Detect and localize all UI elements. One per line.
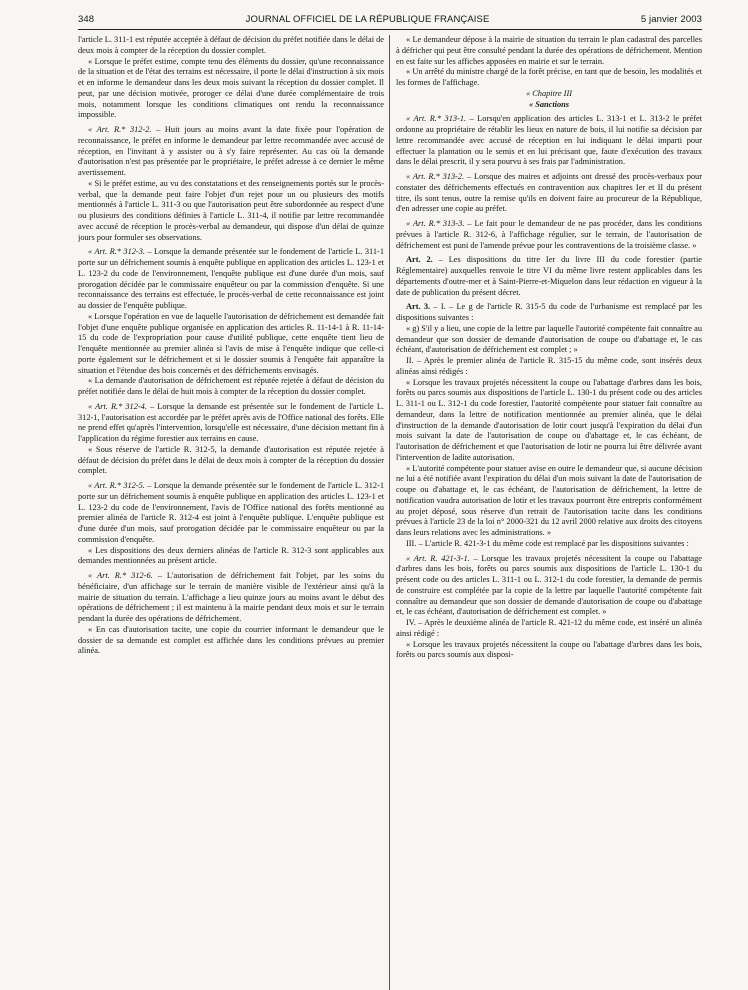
paragraph-text: « Lorsque les travaux projetés nécessitent la coupe ou l'abattage d'arbres dans les bois, forêts ou parcs soumis aux disposi- bbox=[396, 639, 702, 660]
paragraph-text: « La demande d'autorisation de défrichement est réputée rejetée à défaut de décision du préfet notifiée dans le délai de huit mois à compter de la réception du dossier complet. bbox=[78, 376, 384, 396]
article-reference: « Art. R.* 313-2. bbox=[406, 172, 465, 181]
paragraph bbox=[78, 247, 384, 312]
paragraph bbox=[396, 324, 702, 356]
paragraph bbox=[78, 546, 384, 568]
paragraph bbox=[396, 464, 702, 539]
article-reference: « Art. R. 421-3-1. bbox=[406, 553, 470, 563]
paragraph-text: « Sanctions bbox=[528, 99, 570, 109]
paragraph-text: « Lorsque l'opération en vue de laquelle l'autorisation de défrichement est demandée fait l'objet d'une enquête publique organisée en application des articles R. 11-14-1 à R. 11-14-15 du code de l'expropriation pour cause d'utilité publique, cette enquête tient lieu de l'enquête mentionnée au premier alinéa si l'avis de mise à l'enquête indique que celle-ci porte également sur le défrichement et si le dossier soumis à l'enquête fait apparaître la situation et l'étendue des bois concernés et des défrichements envisagés. bbox=[78, 311, 384, 375]
paragraph-text: – Le fait pour le demandeur de ne pas procéder, dans les conditions prévues à l'article R. 312-6, à l'affichage régulier, sur le terrain, de l'autorisation de défrichement est puni de l'amende prévue pour les contraventions de la troisième classe. » bbox=[396, 219, 702, 250]
paragraph bbox=[396, 640, 702, 662]
paragraph-text: « Si le préfet estime, au vu des constatations et des renseignements portés sur le procès-verbal, que la demande peut faire l'objet d'un rejet pour un ou plusieurs des motifs mentionnés à l'article L. 311-3 ou que l'autorisation peut être subordonnée au respect d'une ou plusieurs des conditions définies à l'article L. 311-4, il notifie par lettre recommandée avec accusé de réception le procès-verbal au demandeur, qui dispose d'un délai de quinze jours pour formuler ses observations. bbox=[78, 178, 384, 242]
article-reference: « Art. R.* 312-6. bbox=[88, 571, 153, 580]
paragraph bbox=[78, 35, 384, 57]
paragraph bbox=[396, 539, 702, 550]
article-reference: « Art. R.* 313-1. bbox=[406, 114, 467, 124]
article-reference: « Art. R.* 312-4. bbox=[88, 401, 147, 411]
article-reference: « Art. R.* 312-5. bbox=[88, 481, 145, 490]
paragraph bbox=[396, 35, 702, 67]
paragraph bbox=[78, 312, 384, 377]
paragraph-text: « Le demandeur dépose à la mairie de situation du terrain le plan cadastral des parcelles à défricher qui peut être consulté pendant la durée des opérations de défrichement. Mention en est faite sur les affiches apposées en mairie et sur le terrain. bbox=[396, 35, 702, 66]
paragraph-text: – Les dispositions du titre Ier du livre III du code forestier (partie Réglementaire) auxquelles renvoie le titre VI du même livre restent applicables dans les départements d'outre-mer et à Saint-Pierre-et-Miquelon dans leur rédaction en vigueur à la date de publication du présent décret. bbox=[396, 255, 702, 297]
paragraph bbox=[78, 571, 384, 625]
paragraph-text: – Lorsqu'en application des articles L. 313-1 et L. 313-2 le préfet ordonne au propriétaire de rétablir les lieux en nature de bois, il lui notifie sa décision par lettre recommandée avec accusé de réception en lui indiquant le délai imparti pour effectuer la plantation ou le semis et en lui précisant que, faute d'exécution des travaux dans le délai prescrit, il y sera pourvu à ses frais par l'administration. bbox=[396, 114, 702, 167]
article-reference: « Art. R.* 312-2. bbox=[88, 125, 152, 134]
page-header bbox=[78, 14, 702, 30]
paragraph bbox=[78, 125, 384, 179]
paragraph-text: « g) S'il y a lieu, une copie de la lettre par laquelle l'autorité compétente fait connaître au demandeur que son dossier de demande d'autorisation de coupe ou d'abattage et, le cas échéant, d'autorisation de défrichement est complet ; » bbox=[396, 323, 702, 355]
paragraph-text: IV. – Après le deuxième alinéa de l'article R. 421-12 du même code, est inséré un alinéa ainsi rédigé : bbox=[396, 618, 702, 638]
right-column bbox=[389, 35, 702, 990]
paragraph bbox=[78, 376, 384, 398]
paragraph bbox=[78, 445, 384, 477]
paragraph bbox=[396, 554, 702, 619]
paragraph-text: – L'autorisation de défrichement fait l'objet, par les soins du bénéficiaire, d'un affichage sur le terrain de manière visible de l'extérieur ainsi qu'à la mairie de situation du terrain. L'affichage a lieu quinze jours au moins avant le début des opérations de défrichement ; il est maintenu à la mairie pendant deux mois et sur le terrain pendant la durée des opérations de défrichement. bbox=[78, 571, 385, 623]
publication-date: 5 janvier 2003 bbox=[640, 14, 702, 25]
paragraph bbox=[396, 114, 702, 168]
paragraph bbox=[78, 481, 384, 546]
paragraph-text: II. – Après le premier alinéa de l'article R. 315-15 du même code, sont insérés deux alinéas ainsi rédigés : bbox=[396, 356, 702, 376]
paragraph-text: – Lorsque la demande est présentée sur le fondement de l'article L. 312-1, l'autorisation est accordée par le préfet après avis de l'Office national des forêts. Elle ne prend effet qu'après l'intervention, lorsqu'elle est nécessaire, d'une décision mettant fin à l'application du régime forestier aux terrains en cause. bbox=[78, 401, 384, 443]
paragraph bbox=[396, 378, 702, 464]
paragraph-text: – Lorsque la demande présentée sur le fondement de l'article L. 312-1 porte sur un défrichement soumis à enquête publique en application des articles L. 123-1 et L. 123-2 du code de l'environnement, l'avis de l'Office national des forêts mentionné au premier alinéa de l'article R. 312-4 est joint à l'enquête publique. L'enquête publique est d'une durée d'un mois, sauf prorogation décidée par le commissaire enquêteur ou par la commission d'enquête. bbox=[78, 481, 384, 544]
paragraph-text: – Lorsque la demande présentée sur le fondement de l'article L. 311-1 porte sur un défrichement soumis à enquête publique en application des articles L. 123-1 et L. 123-2 du code de l'environnement, l'enquête publique est d'une durée d'un mois, sauf prorogation décidée par le commissaire enquêteur ou par la commission d'enquête. Si une reconnaissance des terrains est effectuée, le procès-verbal de cette reconnaissance est joint au dossier de l'enquête publique. bbox=[78, 247, 384, 310]
paragraph-text: – Lorsque des maires et adjoints ont dressé des procès-verbaux pour constater des défrichements effectués en contravention aux chapitres Ier et II du présent titre, ils sont tenus, outre la remise qu'ils en doivent faire au procureur de la République, d'en adresser une copie au préfet. bbox=[396, 172, 702, 214]
article-reference: « Art. R.* 312-3. bbox=[88, 247, 145, 257]
paragraph-text: « Un arrêté du ministre chargé de la forêt précise, en tant que de besoin, les modalités et les formes de l'affichage. bbox=[396, 67, 702, 87]
article-reference: « Art. R.* 313-3. bbox=[406, 219, 465, 228]
paragraph-text: – Lorsque les travaux projetés nécessitent la coupe ou l'abattage d'arbres dans les bois, forêts ou parcs soumis aux dispositions de l'article L. 130-1 du présent code ou des articles L. 311-1 ou L. 312-1 du code forestier, la demande de permis de construire est complétée par la copie de la lettre par laquelle l'autorité compétente fait connaître au demandeur que son dossier de demande d'autorisation de coupe ou d'abattage et, le cas échéant, d'autorisation de défrichement est complet. » bbox=[396, 553, 702, 617]
chapter-heading bbox=[396, 89, 702, 100]
paragraph-text: « Lorsque les travaux projetés nécessitent la coupe ou l'abattage d'arbres dans les bois, forêts ou parcs soumis aux dispositions de l'article L. 130-1 du présent code ou des articles L. 311-1 ou L. 312-1 du code forestier, l'autorité compétente pour statuer fait connaître au demandeur, dans la lettre de notification mentionnée au premier alinéa, que le délai d'instruction de la demande d'autorisation de lotir court jusqu'à l'expiration du délai d'un mois suivant la date de l'autorisation de coupe ou d'abattage et, le cas échéant, de l'autorisation de défrichement et que l'autorisation de lotir ne pourra lui être délivrée avant l'intervention de ladite autorisation. bbox=[396, 377, 702, 462]
journal-title: JOURNAL OFFICIEL DE LA RÉPUBLIQUE FRANÇAISE bbox=[245, 14, 490, 25]
paragraph-text: « En cas d'autorisation tacite, une copie du courrier informant le demandeur que le dossier de sa demande est complet est affichée dans les conditions prévues au premier alinéa. bbox=[78, 624, 384, 656]
paragraph-text: « Sous réserve de l'article R. 312-5, la demande d'autorisation est réputée rejetée à défaut de décision du préfet dans le délai de deux mois à compter de la réception du dossier complet. bbox=[78, 444, 384, 476]
paragraph-text: « Lorsque le préfet estime, compte tenu des éléments du dossier, qu'une reconnaissance de la situation et de l'état des terrains est nécessaire, il porte le délai d'instruction à six mois et en informe le demandeur dans les deux mois suivant la réception du dossier complet. Il peut, par une décision motivée, proroger ce délai d'une durée complémentaire de trois mois, notamment lorsque les conditions climatiques ont rendu la reconnaissance impossible. bbox=[78, 56, 384, 120]
paragraph-text: l'article L. 311-1 est réputée acceptée à défaut de décision du préfet notifiée dans le délai de deux mois à compter de la réception du dossier complet. bbox=[78, 35, 384, 55]
paragraph bbox=[78, 402, 384, 445]
text-columns bbox=[78, 35, 702, 990]
paragraph bbox=[396, 356, 702, 378]
paragraph bbox=[396, 172, 702, 215]
paragraph-text: « L'autorité compétente pour statuer avise en outre le demandeur que, si aucune décision ne lui a été notifiée avant l'expiration du délai d'un mois suivant la date de l'autorisation de coupe ou d'abattage et, le cas échéant, de l'autorisation de défrichement, la lettre de notification vaudra autorisation de lotir et les travaux pourront être entrepris conformément au projet déposé, sous réserve d'un retrait de l'autorisation tacite dans les conditions prévues à l'article 23 de la loi n° 2000-321 du 12 avril 2000 relative aux droits des citoyens dans leurs relations avec les administrations. » bbox=[396, 463, 702, 537]
page-number: 348 bbox=[78, 14, 95, 25]
paragraph-text: – I. – Le g de l'article R. 315-5 du code de l'urbanisme est remplacé par les dispositions suivantes : bbox=[396, 302, 702, 322]
paragraph bbox=[78, 625, 384, 657]
paragraph bbox=[78, 179, 384, 244]
paragraph-text: III. – L'article R. 421-3-1 du même code est remplacé par les dispositions suivantes : bbox=[406, 538, 689, 548]
article-number: Art. 2. bbox=[406, 255, 433, 265]
left-column bbox=[78, 35, 389, 990]
paragraph bbox=[396, 618, 702, 640]
paragraph-text: « Les dispositions des deux derniers alinéas de l'article R. 312-3 sont applicables aux demandes mentionnées au présent article. bbox=[78, 545, 384, 566]
paragraph bbox=[396, 255, 702, 298]
paragraph bbox=[396, 67, 702, 89]
paragraph-text: « Chapitre III bbox=[525, 88, 573, 98]
article-number: Art. 3. bbox=[406, 302, 431, 312]
paragraph bbox=[396, 302, 702, 324]
paragraph bbox=[396, 219, 702, 251]
paragraph-text: – Huit jours au moins avant la date fixée pour l'opération de reconnaissance, le préfet en informe le demandeur par lettre recommandée avec accusé de réception, en l'invitant à y assister ou à s'y faire représenter. Au cas où la demande d'autorisation n'est pas présentée par le propriétaire, le préfet adresse à ce dernier le même avertissement. bbox=[78, 125, 384, 177]
section-heading bbox=[396, 100, 702, 111]
paragraph bbox=[78, 57, 384, 122]
